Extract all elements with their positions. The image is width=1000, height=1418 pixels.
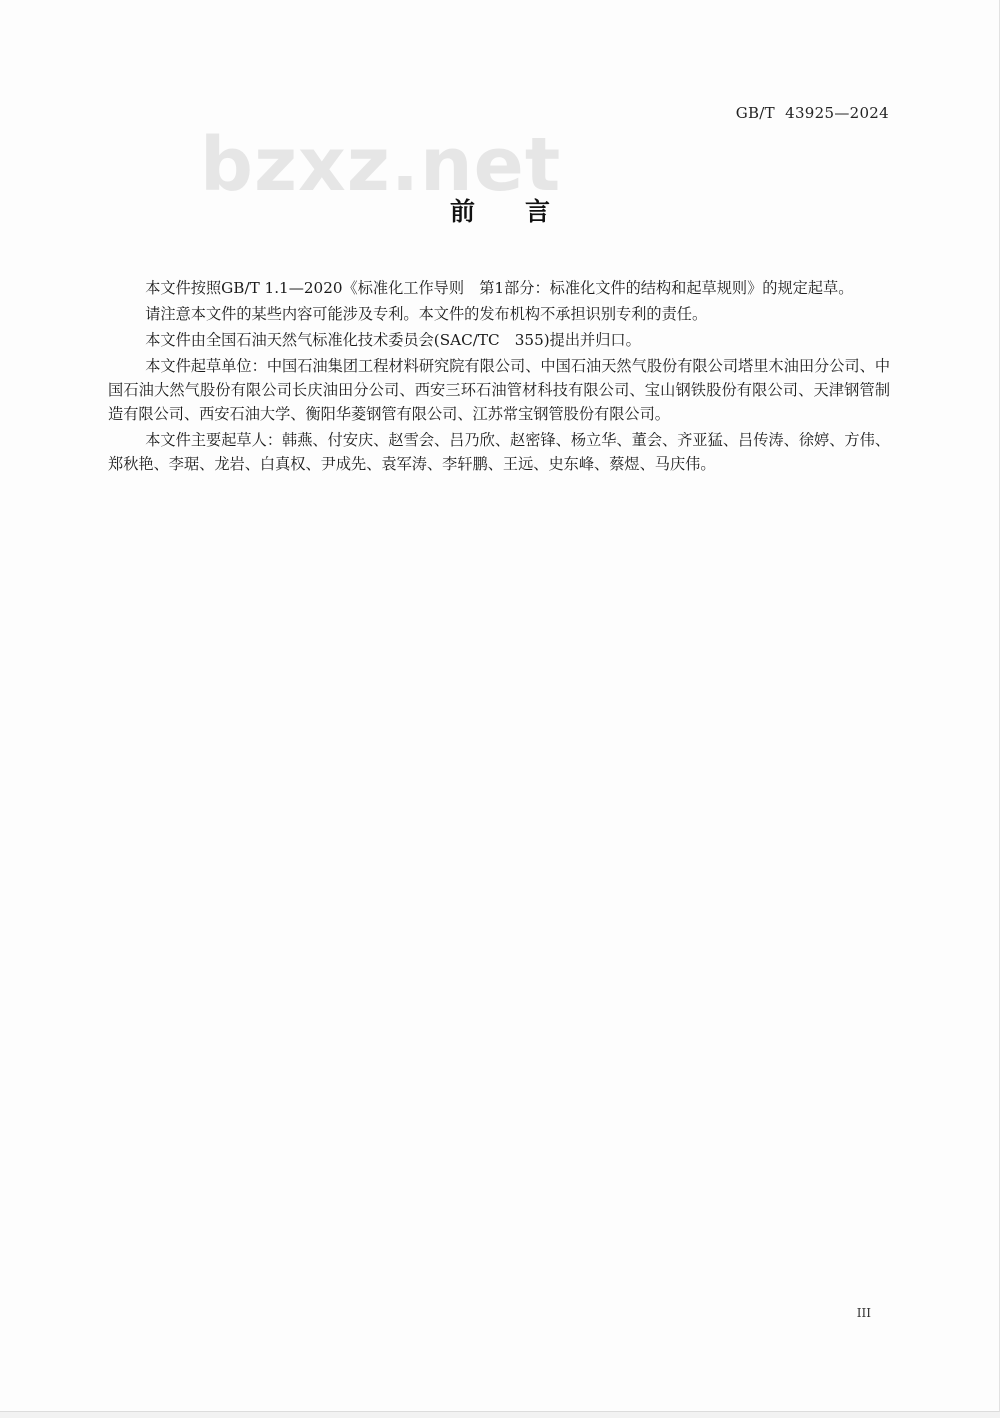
page-title: 前言: [449, 197, 600, 226]
paragraph-drafting-units: 本文件起草单位：中国石油集团工程材料研究院有限公司、中国石油天然气股份有限公司塔里木油田分公司、中国石油大然气股份有限公司长庆油田分公司、西安三环石油管材科技有限公司、宝山钢铁股份有限公司、天津钢管制造有限公司、西安石油大学、衡阳华菱钢管有限公司、江苏常宝钢管股份有限公司。: [108, 357, 890, 423]
paragraph-drafting-rules: 本文件按照GB/T 1.1—2020《标准化工作导则 第1部分：标准化文件的结构和起草规则》的规定起草。: [145, 279, 854, 297]
preface-body: [108, 276, 890, 478]
paragraph-patent-notice: 请注意本文件的某些内容可能涉及专利。本文件的发布机构不承担识别专利的责任。: [145, 305, 708, 323]
paragraph-proposer: 本文件由全国石油天然气标准化技术委员会(SAC/TC 355)提出并归口。: [145, 331, 641, 349]
watermark: bzxz.net: [200, 122, 562, 208]
paragraph-drafters: 本文件主要起草人：韩燕、付安庆、赵雪会、吕乃欣、赵密锋、杨立华、董会、齐亚猛、吕传涛、徐婷、方伟、郑秋艳、李琚、龙岩、白真权、尹成先、袁军涛、李轩鹏、王远、史东峰、蔡煜、马庆伟。: [108, 431, 890, 473]
page-number: III: [856, 1306, 871, 1320]
document-code: GB/T 43925—2024: [735, 104, 889, 122]
